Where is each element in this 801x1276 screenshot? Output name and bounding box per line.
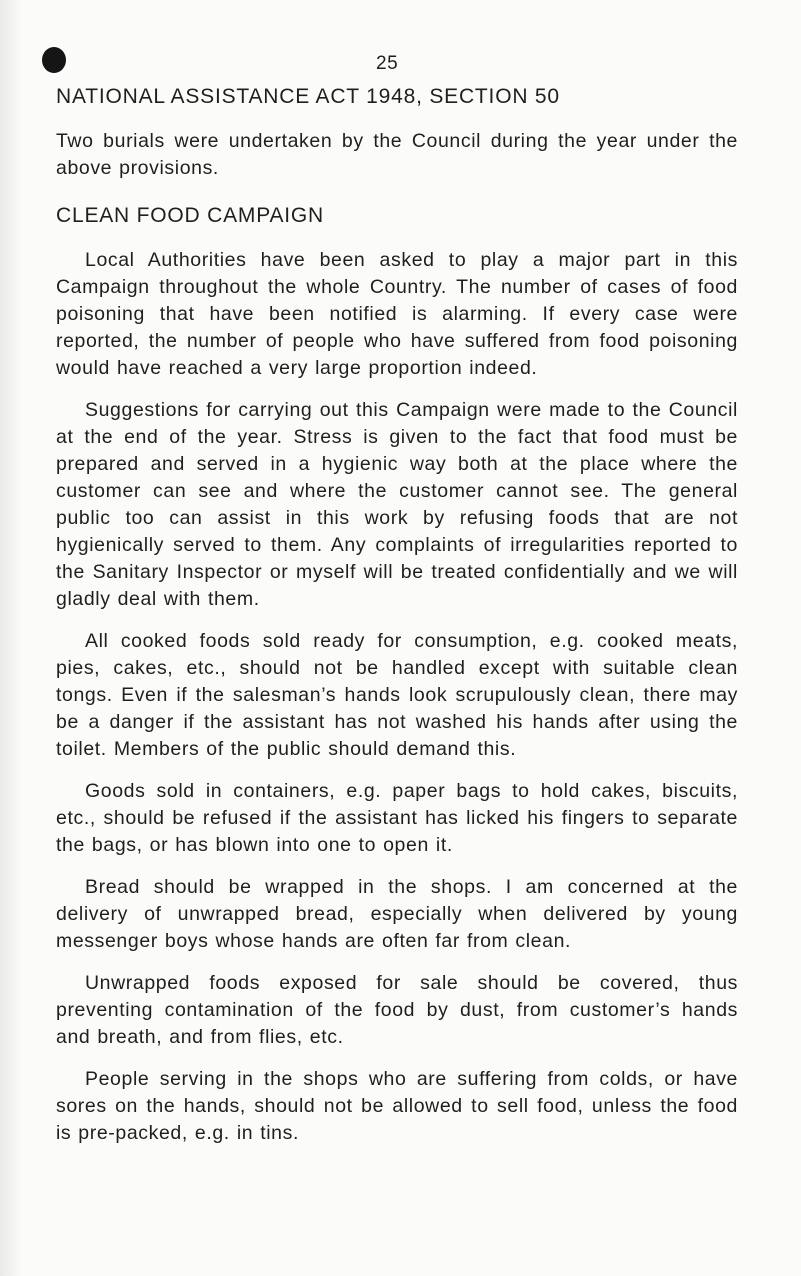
paragraph: Two burials were undertaken by the Council during the year under the above provisions.: [56, 130, 738, 179]
section-heading: CLEAN FOOD CAMPAIGN: [56, 204, 325, 227]
paragraph: Suggestions for carrying out this Campaign were made to the Council at the end of the year. Stress is given to the fact that food must be prepared and served in a hygienic way both at the place where the customer can see and where the customer cannot see. The general public too can assist in this work by refusing foods that are not hygienically served to them. Any complaints of irregularities reported to the Sanitary Inspector or myself will be treated confidentially and we will gladly deal with them.: [56, 399, 738, 610]
national-assistance-section: [56, 85, 738, 182]
page-content: [56, 85, 738, 1162]
paragraph: People serving in the shops who are suffering from colds, or have sores on the hands, should not be allowed to sell food, unless the food is pre-packed, e.g. in tins.: [56, 1068, 738, 1144]
clean-food-campaign-section: [56, 204, 738, 1147]
paragraph: Goods sold in containers, e.g. paper bags to hold cakes, biscuits, etc., should be refused if the assistant has licked his fingers to separate the bags, or has blown into one to open it.: [56, 780, 738, 856]
paragraph: Bread should be wrapped in the shops. I am concerned at the delivery of unwrapped bread, especially when delivered by young messenger boys whose hands are often far from clean.: [56, 876, 738, 952]
punch-hole-mark: [42, 47, 66, 73]
paragraph: Unwrapped foods exposed for sale should be covered, thus preventing contamination of the food by dust, from customer’s hands and breath, and from flies, etc.: [56, 972, 738, 1048]
section-heading: NATIONAL ASSISTANCE ACT 1948, SECTION 50: [56, 85, 560, 108]
page-edge-shadow: [0, 0, 22, 1276]
paragraph: Local Authorities have been asked to play a major part in this Campaign throughout the whole Country. The number of cases of food poisoning that have been notified is alarming. If every case were reported, the number of people who have suffered from food poisoning would have reached a very large proportion indeed.: [56, 249, 738, 379]
page-number: 25: [376, 53, 399, 74]
paragraph: All cooked foods sold ready for consumption, e.g. cooked meats, pies, cakes, etc., should not be handled except with suitable clean tongs. Even if the salesman’s hands look scrupulously clean, there may be a danger if the assistant has not washed his hands after using the toilet. Members of the public should demand this.: [56, 630, 738, 760]
